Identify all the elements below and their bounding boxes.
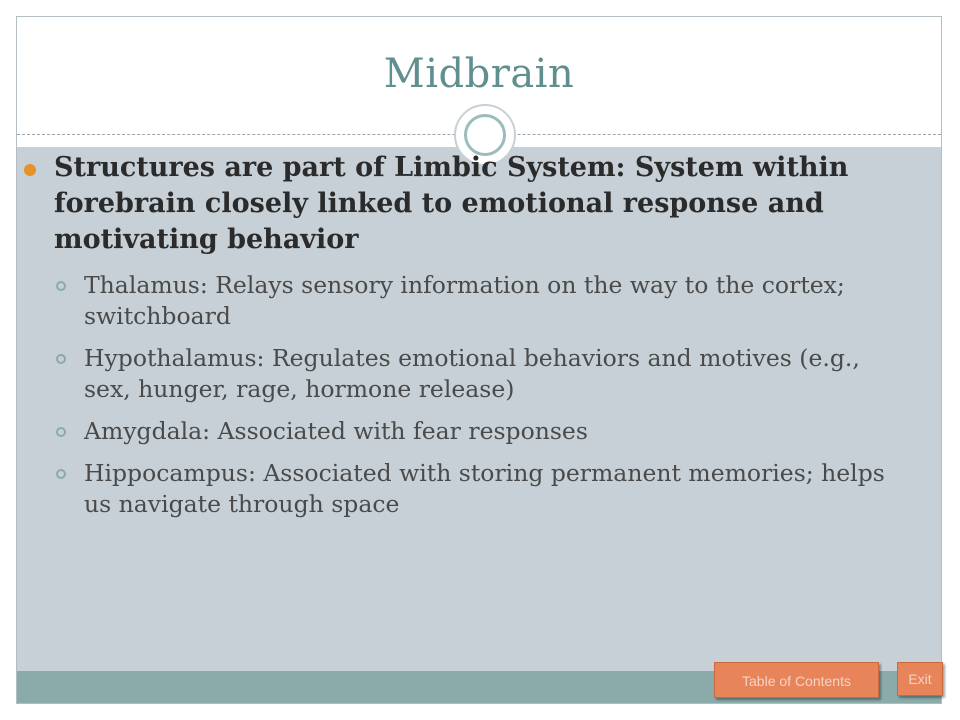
sub-point-text: Thalamus: Relays sensory information on the way to the cortex; switchboard — [84, 271, 845, 330]
filled-circle-bullet-icon — [24, 164, 36, 176]
sub-point-thalamus — [22, 270, 902, 332]
hollow-circle-bullet-icon — [56, 427, 66, 437]
slide-content — [22, 150, 902, 531]
sub-point-text: Amygdala: Associated with fear responses — [84, 417, 588, 445]
hollow-circle-bullet-icon — [56, 354, 66, 364]
main-bullet-point — [22, 150, 902, 258]
slide-title: Midbrain — [383, 51, 575, 97]
exit-button[interactable]: Exit — [897, 662, 943, 696]
sub-point-amygdala — [22, 416, 902, 447]
hollow-circle-bullet-icon — [56, 281, 66, 291]
main-point-text: Structures are part of Limbic System: System within forebrain closely linked to emotional response and motivating behavior — [54, 152, 849, 255]
sub-point-text: Hypothalamus: Regulates emotional behaviors and motives (e.g., sex, hunger, rage, hormone release) — [84, 344, 860, 403]
table-of-contents-button[interactable]: Table of Contents — [714, 662, 879, 698]
hollow-circle-bullet-icon — [56, 469, 66, 479]
sub-point-hypothalamus — [22, 343, 902, 405]
sub-point-hippocampus — [22, 458, 902, 520]
sub-point-text: Hippocampus: Associated with storing permanent memories; helps us navigate through space — [84, 459, 885, 518]
